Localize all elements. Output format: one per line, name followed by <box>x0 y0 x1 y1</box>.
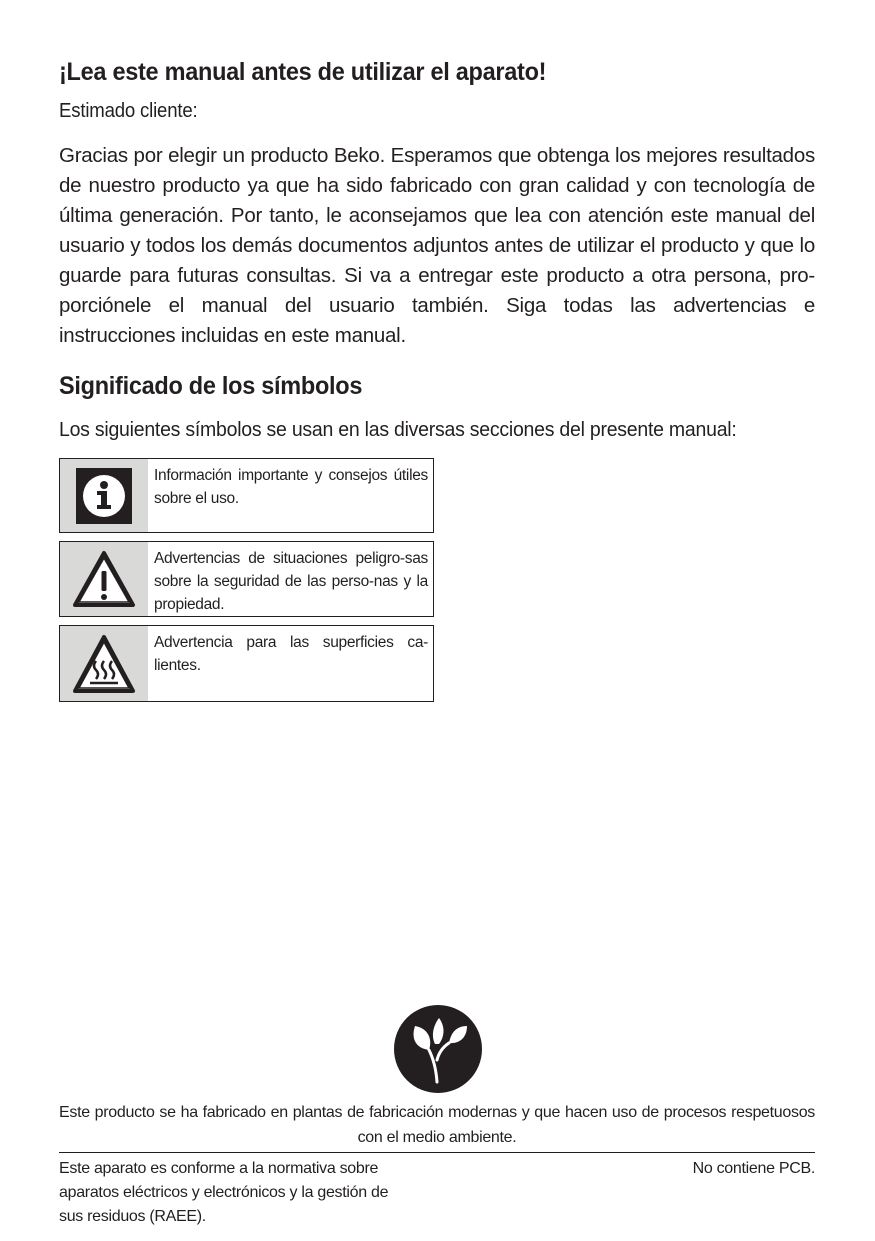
intro-paragraph: Gracias por elegir un producto Beko. Esperamos que obtenga los mejores resultados de nuestro producto ya que ha sido fabricado con gran calidad y con tecnología de última generación. Por tanto, le aconsejamos que lea con atención este manual del usuario y todos los demás documentos adjuntos antes de utilizar el producto y que lo guarde para futuras consultas. Si va a entregar este producto a otra persona, pro-porciónele el manual del usuario también. Siga todas las advertencias e instrucciones incluidas en este manual. <box>59 144 815 347</box>
symbols-heading: Significado de los símbolos <box>59 372 363 400</box>
hot-surface-icon <box>60 626 148 701</box>
pcb-statement: No contiene PCB. <box>692 1160 815 1177</box>
symbol-box-hot-surface <box>59 625 434 702</box>
symbols-intro: Los siguientes símbolos se usan en las diversas secciones del presente manual: <box>59 418 737 441</box>
leaf-icon <box>393 1004 483 1094</box>
weee-statement: Este aparato es conforme a la normativa sobre aparatos eléctricos y electrónicos y la gestión de sus residuos (RAEE). <box>59 1160 389 1225</box>
symbol-box-info <box>59 458 434 533</box>
symbol-box-warning <box>59 541 434 617</box>
environment-statement: Este producto se ha fabricado en plantas de fabricación modernas y que hacen uso de procesos respetuosos con el medio ambiente. <box>59 1104 815 1146</box>
info-icon <box>60 459 148 532</box>
symbol-description: Advertencia para las superficies ca-lientes. <box>154 634 428 674</box>
symbol-description: Advertencias de situaciones peligro-sas sobre la seguridad de las perso-nas y la propiedad. <box>154 550 428 613</box>
divider <box>59 1152 815 1153</box>
manual-page <box>59 0 815 1241</box>
greeting: Estimado cliente: <box>59 100 198 122</box>
page-title: ¡Lea este manual antes de utilizar el aparato! <box>59 58 547 86</box>
symbol-description: Información importante y consejos útiles sobre el uso. <box>154 467 428 507</box>
warning-icon <box>60 542 148 616</box>
